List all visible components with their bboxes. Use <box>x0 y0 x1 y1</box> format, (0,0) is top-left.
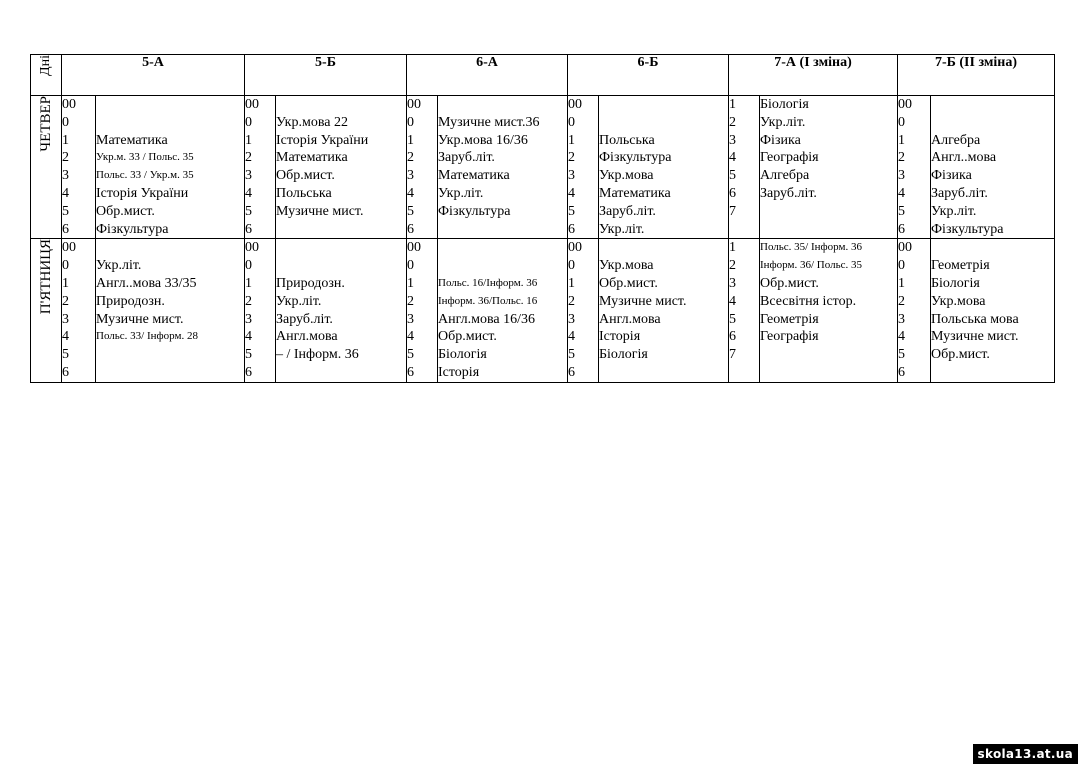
subject: Укр.літ. <box>931 203 977 219</box>
subject: Фізкультура <box>931 221 1004 237</box>
subject <box>276 96 406 114</box>
class-header-7a: 7-А (І зміна) <box>729 55 898 96</box>
lesson-number: 2 <box>245 150 252 166</box>
subject <box>931 239 1054 257</box>
lesson-number: 0 <box>62 258 69 274</box>
lesson-number: 2 <box>407 150 414 166</box>
lesson-subjects <box>760 239 898 382</box>
lesson-numbers <box>898 239 931 382</box>
subject: Укр.мова <box>931 293 986 309</box>
lesson-subjects <box>931 239 1055 382</box>
lesson-number: 4 <box>407 329 414 345</box>
subject: Природозн. <box>276 275 345 291</box>
lesson-number: 2 <box>62 293 69 309</box>
subject: Укр.літ. <box>438 185 484 201</box>
lesson-number: 5 <box>62 347 69 363</box>
days-label: Дні <box>38 55 53 76</box>
day-name: П'ЯТНИЦЯ <box>37 239 54 315</box>
subject: Музичне мист. <box>931 329 1019 345</box>
subject <box>96 96 244 114</box>
subject <box>931 364 1054 382</box>
lesson-numbers <box>729 239 760 382</box>
lesson-number: 6 <box>898 364 905 380</box>
subject <box>438 239 567 257</box>
lesson-number: 1 <box>568 275 575 291</box>
lesson-numbers <box>62 239 96 382</box>
subject <box>276 221 406 239</box>
subject <box>276 364 406 382</box>
subject: Заруб.літ. <box>760 185 817 201</box>
subject: Біологія <box>599 347 648 363</box>
day-row <box>31 239 1055 382</box>
subject <box>931 114 1054 132</box>
subject: Укр.м. 33 / Польс. 35 <box>96 151 194 164</box>
subject: Історія <box>599 329 641 345</box>
lesson-number: 5 <box>729 168 736 184</box>
subject: Укр.літ. <box>760 114 806 130</box>
subject: Природозн. <box>96 293 165 309</box>
subject: Обр.мист. <box>760 275 819 291</box>
lesson-numbers <box>898 96 931 239</box>
lesson-number: 1 <box>407 275 414 291</box>
lesson-numbers <box>245 239 276 382</box>
lesson-number: 4 <box>568 185 575 201</box>
lesson-number: 2 <box>729 258 736 274</box>
lesson-number: 2 <box>62 150 69 166</box>
subject <box>276 257 406 275</box>
lesson-number: 2 <box>729 114 736 130</box>
lesson-number: 0 <box>407 258 414 274</box>
subject <box>276 239 406 257</box>
lesson-number: 1 <box>62 132 69 148</box>
header-row <box>31 55 1055 96</box>
subject <box>760 346 897 364</box>
subject: Польс. 16/Інформ. 36 <box>438 276 538 289</box>
subject: – / Інформ. 36 <box>276 347 359 363</box>
lesson-number: 6 <box>407 221 414 237</box>
lesson-number: 3 <box>568 168 575 184</box>
subject: Обр.мист. <box>96 203 155 219</box>
lesson-number: 5 <box>568 347 575 363</box>
lesson-number: 3 <box>245 168 252 184</box>
subject: Математика <box>599 185 671 201</box>
lesson-number: 3 <box>245 311 252 327</box>
lesson-number: 4 <box>62 185 69 201</box>
subject <box>96 346 244 364</box>
subject <box>599 96 728 114</box>
lesson-numbers <box>568 239 599 382</box>
lesson-number: 2 <box>898 293 905 309</box>
lesson-number: 0 <box>898 258 905 274</box>
subject: Укр.мова <box>599 168 654 184</box>
lesson-number: 6 <box>729 185 736 201</box>
lesson-number: 5 <box>407 347 414 363</box>
lesson-subjects <box>438 96 568 239</box>
lesson-number: 7 <box>729 203 736 219</box>
lesson-numbers <box>407 239 438 382</box>
lesson-number: 00 <box>62 97 76 112</box>
lesson-number: 7 <box>729 347 736 363</box>
subject: Географія <box>760 329 819 345</box>
lesson-number: 1 <box>729 97 736 112</box>
lesson-number: 00 <box>407 240 421 256</box>
lesson-number: 6 <box>62 221 69 237</box>
subject: Заруб.літ. <box>931 185 988 201</box>
lesson-subjects <box>438 239 568 382</box>
lesson-number: 2 <box>245 293 252 309</box>
lesson-number: 00 <box>898 97 912 112</box>
lesson-numbers <box>407 96 438 239</box>
subject: Англ.мова 16/36 <box>438 311 536 327</box>
schedule-table <box>30 54 1055 383</box>
lesson-number: 2 <box>568 150 575 166</box>
subject: Алгебра <box>931 132 981 148</box>
class-header-5a: 5-А <box>62 55 245 96</box>
lesson-number: 2 <box>407 293 414 309</box>
lesson-subjects <box>599 96 729 239</box>
subject <box>96 114 244 132</box>
subject: Польська <box>599 132 655 148</box>
lesson-subjects <box>276 96 407 239</box>
subject: Укр.мова 16/36 <box>438 132 528 148</box>
lesson-number: 00 <box>62 240 76 256</box>
class-header-6a: 6-А <box>407 55 568 96</box>
subject: Математика <box>438 168 510 184</box>
lesson-number: 2 <box>898 150 905 166</box>
lesson-number: 00 <box>568 240 582 256</box>
lesson-number: 4 <box>898 329 905 345</box>
lesson-subjects <box>96 96 245 239</box>
days-header <box>31 55 62 96</box>
subject: Музичне мист.36 <box>438 114 540 130</box>
class-header-5b: 5-Б <box>245 55 407 96</box>
lesson-number: 0 <box>407 114 414 130</box>
lesson-number: 1 <box>245 275 252 291</box>
class-header-6b: 6-Б <box>568 55 729 96</box>
lesson-number: 4 <box>245 329 252 345</box>
subject: Укр.літ. <box>276 293 322 309</box>
subject: Геометрія <box>760 311 819 327</box>
lesson-number: 3 <box>729 132 736 148</box>
subject: Англ..мова 33/35 <box>96 275 197 291</box>
subject: Географія <box>760 150 819 166</box>
subject <box>96 239 244 257</box>
subject: Англ.мова <box>276 329 338 345</box>
subject: Біологія <box>438 347 487 363</box>
lesson-subjects <box>276 239 407 382</box>
subject: Біологія <box>931 275 980 291</box>
subject: Фізика <box>931 168 972 184</box>
lesson-number: 4 <box>568 329 575 345</box>
lesson-number: 1 <box>568 132 575 148</box>
subject: Алгебра <box>760 168 810 184</box>
class-header-7b: 7-Б (ІІ зміна) <box>898 55 1055 96</box>
lesson-number: 1 <box>245 132 252 148</box>
subject: Обр.мист. <box>931 347 990 363</box>
lesson-numbers <box>729 96 760 239</box>
lesson-subjects <box>760 96 898 239</box>
lesson-subjects <box>931 96 1055 239</box>
lesson-number: 0 <box>568 114 575 130</box>
lesson-number: 3 <box>62 168 69 184</box>
subject: Математика <box>276 150 348 166</box>
lesson-number: 3 <box>62 311 69 327</box>
subject: Обр.мист. <box>438 329 497 345</box>
lesson-number: 0 <box>245 114 252 130</box>
lesson-number: 1 <box>407 132 414 148</box>
lesson-number: 3 <box>407 311 414 327</box>
subject <box>96 364 244 382</box>
lesson-number: 5 <box>407 203 414 219</box>
lesson-number: 1 <box>898 132 905 148</box>
subject <box>599 239 728 257</box>
lesson-number: 1 <box>729 240 736 256</box>
lesson-number: 00 <box>245 240 259 256</box>
lesson-number: 0 <box>898 114 905 130</box>
lesson-number: 5 <box>568 203 575 219</box>
day-cell <box>31 96 62 239</box>
lesson-numbers <box>245 96 276 239</box>
day-name: ЧЕТВЕР <box>37 96 54 152</box>
lesson-number: 00 <box>568 97 582 112</box>
lesson-number: 1 <box>62 275 69 291</box>
subject <box>438 96 567 114</box>
subject: Польс. 33 / Укр.м. 35 <box>96 169 194 182</box>
subject <box>438 257 567 275</box>
subject: Укр.літ. <box>96 258 142 274</box>
lesson-number: 4 <box>898 185 905 201</box>
subject: Укр.мова 22 <box>276 114 348 130</box>
subject: Музичне мист. <box>276 203 364 219</box>
subject <box>438 221 567 239</box>
lesson-number: 5 <box>245 203 252 219</box>
lesson-number: 6 <box>245 221 252 237</box>
lesson-number: 0 <box>62 114 69 130</box>
subject: Укр.літ. <box>599 221 645 237</box>
lesson-number: 5 <box>898 203 905 219</box>
day-row <box>31 96 1055 239</box>
subject: Інформ. 36/ Польс. 35 <box>760 259 862 272</box>
subject: Математика <box>96 132 168 148</box>
lesson-number: 6 <box>568 364 575 380</box>
subject: Укр.мова <box>599 258 654 274</box>
subject: Фізика <box>760 132 801 148</box>
subject <box>931 96 1054 114</box>
subject <box>599 114 728 132</box>
subject: Фізкультура <box>438 203 511 219</box>
subject: Польс. 35/ Інформ. 36 <box>760 241 862 254</box>
lesson-number: 4 <box>62 329 69 345</box>
subject: Англ..мова <box>931 150 997 166</box>
lesson-number: 00 <box>407 97 421 112</box>
lesson-number: 1 <box>898 275 905 291</box>
subject: Обр.мист. <box>599 275 658 291</box>
lesson-number: 0 <box>568 258 575 274</box>
lesson-number: 2 <box>568 293 575 309</box>
lesson-numbers <box>62 96 96 239</box>
lesson-number: 5 <box>62 203 69 219</box>
lesson-number: 0 <box>245 258 252 274</box>
site-watermark: skola13.at.ua <box>973 744 1078 764</box>
subject <box>760 203 897 221</box>
subject: Історія <box>438 364 480 380</box>
lesson-number: 3 <box>568 311 575 327</box>
subject: Обр.мист. <box>276 168 335 184</box>
lesson-number: 6 <box>568 221 575 237</box>
lesson-number: 6 <box>245 364 252 380</box>
lesson-number: 5 <box>729 311 736 327</box>
subject: Історія України <box>96 185 189 201</box>
lesson-numbers <box>568 96 599 239</box>
subject: Біологія <box>760 97 809 112</box>
lesson-number: 4 <box>729 293 736 309</box>
lesson-number: 5 <box>898 347 905 363</box>
lesson-number: 4 <box>407 185 414 201</box>
subject: Польс. 33/ Інформ. 28 <box>96 330 198 343</box>
lesson-number: 6 <box>729 329 736 345</box>
lesson-subjects <box>599 239 729 382</box>
subject: Фізкультура <box>96 221 169 237</box>
subject <box>599 364 728 382</box>
lesson-number: 00 <box>245 97 259 112</box>
lesson-number: 3 <box>898 168 905 184</box>
lesson-number: 3 <box>407 168 414 184</box>
subject: Англ.мова <box>599 311 661 327</box>
lesson-number: 3 <box>729 275 736 291</box>
lesson-subjects <box>96 239 245 382</box>
subject: Заруб.літ. <box>438 150 495 166</box>
lesson-number: 6 <box>62 364 69 380</box>
lesson-number: 4 <box>729 150 736 166</box>
lesson-number: 6 <box>898 221 905 237</box>
subject: Інформ. 36/Польс. 16 <box>438 294 538 307</box>
subject: Музичне мист. <box>599 293 687 309</box>
subject: Музичне мист. <box>96 311 184 327</box>
subject: Польська мова <box>931 311 1019 327</box>
lesson-number: 00 <box>898 240 912 256</box>
subject: Всесвітня істор. <box>760 293 857 309</box>
subject: Фізкультура <box>599 150 672 166</box>
lesson-number: 4 <box>245 185 252 201</box>
subject: Заруб.літ. <box>276 311 333 327</box>
lesson-number: 5 <box>245 347 252 363</box>
subject: Геометрія <box>931 258 990 274</box>
subject: Заруб.літ. <box>599 203 656 219</box>
lesson-number: 6 <box>407 364 414 380</box>
subject: Польська <box>276 185 332 201</box>
day-cell <box>31 239 62 382</box>
subject: Історія України <box>276 132 369 148</box>
lesson-number: 3 <box>898 311 905 327</box>
